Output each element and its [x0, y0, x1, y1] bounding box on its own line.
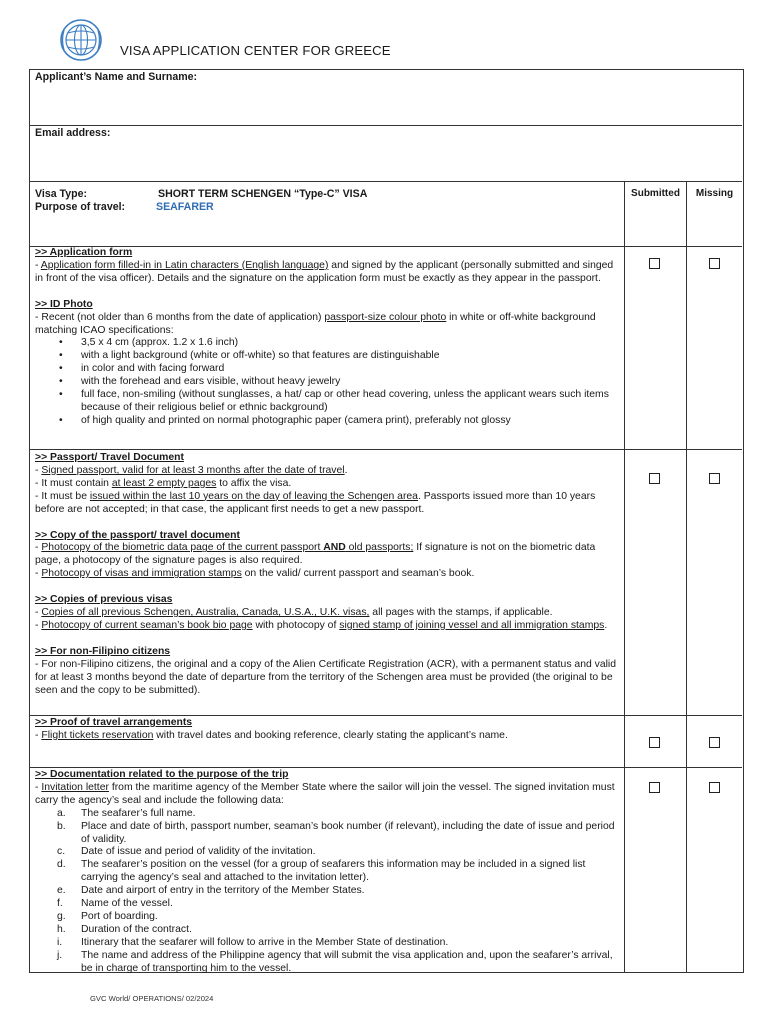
list-item-text: The seafarer’s position on the vessel (for a group of seafarers this information may be included in a signed list carrying the agency’s seal and attached to the invitation letter).: [81, 859, 586, 884]
list-marker: i.: [57, 936, 63, 948]
text-underlined: Application form filled-in in Latin characters (English language): [40, 259, 329, 271]
text-bold: AND: [323, 542, 346, 554]
text-underlined: Photocopy of the biometric data page of the current passport: [41, 542, 324, 554]
section-heading: >> ID Photo: [35, 298, 93, 310]
list-marker: a.: [57, 807, 66, 819]
text: - It must contain: [35, 477, 112, 489]
list-item: [35, 937, 620, 950]
submitted-checkbox[interactable]: [649, 473, 660, 484]
list-item: • 3,5 x 4 cm (approx. 1.2 x 1.6 inch): [35, 337, 620, 350]
text: .: [604, 619, 608, 631]
section-heading: >> Proof of travel arrangements: [35, 717, 193, 728]
list-item: • of high quality and printed on normal photographic paper (camera print), preferably not glossy: [35, 415, 620, 428]
footer-text: GVC World/ OPERATIONS/ 02/2024: [90, 994, 214, 1003]
list-item: [35, 924, 620, 937]
section-passport: [35, 452, 620, 698]
missing-checkbox[interactable]: [709, 737, 720, 748]
text-underlined: passport-size colour photo: [324, 311, 447, 323]
list-item-text: The seafarer’s full name.: [81, 807, 196, 819]
section-heading: >> Documentation related to the purpose of the trip: [35, 769, 289, 780]
list-marker: c.: [57, 846, 66, 858]
text: - Recent (not older than 6 months from the date of application): [35, 311, 325, 323]
text-underlined: at least 2 empty pages: [111, 477, 217, 489]
section-purpose-documentation: [35, 769, 620, 976]
divider: [29, 767, 742, 768]
text: -: [35, 542, 42, 554]
divider: [29, 715, 742, 716]
list-item: [35, 821, 620, 847]
column-divider: [624, 181, 625, 972]
list-item: [35, 885, 620, 898]
section-travel-arrangements: [35, 717, 620, 743]
text: and signed by the applicant (personally submitted and singed in front of the visa officer). Details and the signature on the application form must be exactly as they appear in the passport.: [35, 259, 614, 284]
missing-checkbox[interactable]: [709, 258, 720, 269]
text-underlined: issued within the last 10 years on the day of leaving the Schengen area: [89, 490, 418, 502]
submitted-checkbox[interactable]: [649, 737, 660, 748]
text: with travel dates and booking reference, clearly stating the applicant’s name.: [153, 729, 508, 741]
text: on the valid/ current passport and seaman’s book.: [241, 568, 475, 580]
text: -: [35, 729, 42, 741]
text: from the maritime agency of the Member State where the sailor will join the vessel. The signed invitation must carry the agency’s seal and include the following data:: [35, 781, 615, 806]
photo-spec-list: [35, 337, 620, 427]
submitted-header: Submitted: [631, 188, 680, 199]
text: . Passports issued more than 10 years before are not accepted; in that case, the applicant first needs to get a new passport.: [35, 490, 596, 515]
list-item: [35, 898, 620, 911]
missing-checkbox[interactable]: [709, 782, 720, 793]
text: in white or off-white background matching ICAO specifications:: [35, 311, 596, 336]
name-label: Applicant’s Name and Surname:: [35, 71, 198, 83]
list-marker: f.: [57, 898, 63, 910]
purpose-value: SEAFARER: [156, 201, 214, 213]
list-item-text: Name of the vessel.: [81, 898, 173, 910]
list-item-text: Duration of the contract.: [81, 923, 192, 935]
text-underlined: Photocopy of visas and immigration stamps: [41, 568, 242, 580]
missing-header: Missing: [695, 188, 734, 199]
list-item-text: The name and address of the Philippine agency that will submit the visa application and, upon the seafarer’s arrival, be in charge of transporting him to the vessel.: [81, 949, 613, 974]
text: -: [35, 259, 41, 271]
section-heading: >> Copies of previous visas: [35, 594, 173, 606]
text: -: [35, 607, 42, 619]
text: .: [344, 464, 348, 476]
divider: [29, 181, 742, 182]
text-underlined: Copies of all previous Schengen, Australia, Canada, U.S.A., U.K. visas,: [41, 607, 370, 619]
list-item-text: Place and date of birth, passport number, seaman’s book number (if relevant), including the date of issue and period of validity.: [81, 820, 615, 845]
list-item: • in color and with facing forward: [35, 363, 620, 376]
text-underlined: Photocopy of current seaman’s book bio page: [41, 619, 253, 631]
missing-checkbox[interactable]: [709, 473, 720, 484]
list-item: [35, 859, 620, 885]
list-item-text: Date of issue and period of validity of the invitation.: [81, 846, 316, 858]
list-marker: b.: [57, 820, 66, 832]
list-marker: j.: [57, 949, 63, 961]
text-underlined: old passports;: [345, 542, 414, 554]
text: to affix the visa.: [216, 477, 292, 489]
section-heading: >> Copy of the passport/ travel document: [35, 529, 240, 541]
text: -: [35, 568, 42, 580]
submitted-checkbox[interactable]: [649, 782, 660, 793]
list-item: [35, 950, 620, 976]
text-underlined: Signed passport, valid for at least 3 months after the date of travel: [41, 464, 345, 476]
section-application-form: [35, 247, 620, 428]
divider: [29, 125, 742, 126]
column-divider: [686, 181, 687, 972]
text: -: [35, 464, 42, 476]
purpose-label: Purpose of travel:: [35, 201, 126, 213]
divider: [29, 449, 742, 450]
list-item: • with a light background (white or off-white) so that features are distinguishable: [35, 350, 620, 363]
email-label: Email address:: [35, 127, 111, 139]
section-heading: >> For non-Filipino citizens: [35, 645, 171, 657]
submitted-checkbox[interactable]: [649, 258, 660, 269]
list-marker: e.: [57, 885, 66, 897]
section-heading: >> Application form: [35, 247, 133, 258]
visa-type-value: SHORT TERM SCHENGEN “Type-C” VISA: [158, 188, 368, 200]
text: - For non-Filipino citizens, the original and a copy of the Alien Certificate Registration (ACR), with a permanent status and valid for at least 3 months beyond the date of departure from the territory of the Schengen area must be provided (the original to be seen and the copy to be submitted).: [35, 658, 617, 696]
list-item-text: Date and airport of entry in the territory of the Member States.: [81, 885, 365, 897]
visa-type-label: Visa Type:: [35, 188, 88, 200]
list-item: • with the forehead and ears visible, without heavy jewelry: [35, 376, 620, 389]
text: If signature is not on the biometric data page, a photocopy of the signature pages is also required.: [35, 542, 596, 567]
text: with photocopy of: [252, 619, 340, 631]
list-marker: h.: [57, 923, 66, 935]
list-item: [35, 846, 620, 859]
list-marker: g.: [57, 910, 66, 922]
text: all pages with the stamps, if applicable.: [369, 607, 553, 619]
invitation-data-list: [35, 808, 620, 976]
text-underlined: Flight tickets reservation: [41, 729, 154, 741]
list-item-text: Port of boarding.: [81, 910, 158, 922]
list-item-text: Itinerary that the seafarer will follow to arrive in the Member State of destination.: [81, 936, 449, 948]
list-item: [35, 911, 620, 924]
text: -: [35, 781, 42, 793]
globe-icon: [58, 17, 104, 63]
text-underlined: Invitation letter: [41, 781, 109, 793]
list-marker: d.: [57, 859, 66, 871]
text: -: [35, 619, 42, 631]
list-item: • full face, non-smiling (without sunglasses, a hat/ cap or other head covering, unless the applicant wears such items because of their religious belief or ethnic background): [35, 389, 620, 415]
page-title: VISA APPLICATION CENTER FOR GREECE: [120, 43, 391, 58]
text: - It must be: [35, 490, 90, 502]
list-item: [35, 808, 620, 821]
section-heading: >> Passport/ Travel Document: [35, 452, 184, 463]
text-underlined: signed stamp of joining vessel and all immigration stamps: [339, 619, 605, 631]
